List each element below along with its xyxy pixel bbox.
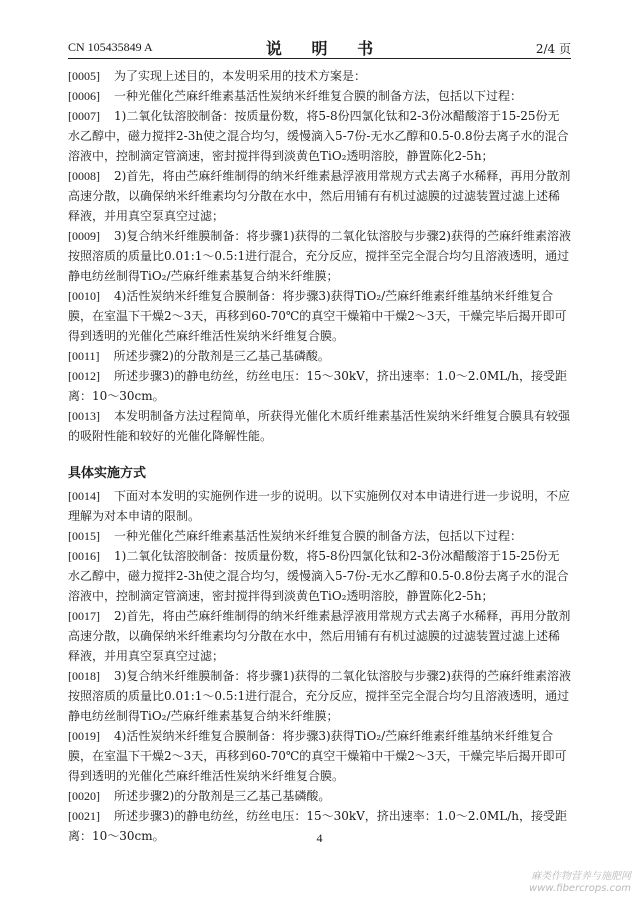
paragraph-number: [0015] (68, 529, 100, 543)
paragraph-text: 所述步骤2)的分散剂是三乙基己基磷酸。 (114, 789, 331, 803)
paragraph-text: 1)二氧化钛溶胶制备：按质量份数，将5-8份四氯化钛和2-3份冰醋酸溶于15-25份无水乙醇中，磁力搅拌2-3h使之混合均匀，缓慢滴入5-7份-无水乙醇和0.5-0.8份去离子水的混合溶液中，控制滴定管滴速，密封搅拌得到淡黄色TiO₂透明溶胶，静置陈化2-5h； (68, 549, 569, 603)
paragraph-text: 所述步骤2)的分散剂是三乙基己基磷酸。 (113, 349, 330, 363)
paragraph-text: 3)复合纳米纤维膜制备：将步骤1)获得的二氧化钛溶胶与步骤2)获得的苎麻纤维素溶液按照溶质的质量比0.01:1～0.5:1进行混合，充分反应，搅拌至完全混合均匀且溶液透明，通过静电纺丝制得TiO₂/苎麻纤维素基复合纳米纤维膜； (68, 669, 571, 723)
paragraph-text: 1)二氧化钛溶胶制备：按质量份数，将5-8份四氯化钛和2-3份冰醋酸溶于15-25份无水乙醇中，磁力搅拌2-3h使之混合均匀，缓慢滴入5-7份-无水乙醇和0.5-0.8份去离子水的混合溶液中，控制滴定管滴速，密封搅拌得到淡黄色TiO₂透明溶胶，静置陈化2-5h； (68, 109, 569, 163)
paragraph (68, 226, 571, 286)
watermark-line-1: 麻类作物营养与施肥网 (531, 871, 631, 882)
paragraph-number: [0018] (68, 669, 100, 683)
paragraph-number: [0017] (68, 609, 100, 623)
paragraph-number: [0009] (68, 229, 100, 243)
paragraph-text: 所述步骤3)的静电纺丝，纺丝电压：15～30kV，挤出速率：1.0～2.0ML/h，接受距离：10～30cm。 (68, 809, 567, 843)
paragraph-text: 2)首先，将由苎麻纤维制得的纳米纤维素悬浮液用常规方式去离子水稀释，再用分散剂高速分散，以确保纳米纤维素均匀分散在水中，然后用铺有有机过滤膜的过滤装置过滤上述稀释液，并用真空泵真空过滤； (68, 169, 571, 223)
paragraph (68, 406, 571, 446)
paragraph-number: [0010] (68, 289, 100, 303)
paragraph-text: 本发明制备方法过程简单，所获得光催化木质纤维素基活性炭纳米纤维复合膜具有较强的吸附性能和较好的光催化降解性能。 (68, 409, 571, 443)
paragraph (68, 486, 571, 526)
section-heading: 具体实施方式 (68, 466, 147, 481)
paragraph-number: [0016] (68, 549, 100, 563)
paragraph-text: 下面对本发明的实施例作进一步的说明。以下实施例仅对本申请进行进一步说明，不应理解为对本申请的限制。 (68, 489, 571, 523)
paragraph-text: 3)复合纳米纤维膜制备：将步骤1)获得的二氧化钛溶胶与步骤2)获得的苎麻纤维素溶液按照溶质的质量比0.01:1～0.5:1进行混合，充分反应，搅拌至完全混合均匀且溶液透明，通过静电纺丝制得TiO₂/苎麻纤维素基复合纳米纤维膜； (68, 229, 571, 283)
paragraph-text: 所述步骤3)的静电纺丝，纺丝电压：15～30kV，挤出速率：1.0～2.0ML/h，接受距离：10～30cm。 (68, 369, 567, 403)
paragraph-text: 一种光催化苎麻纤维素基活性炭纳米纤维复合膜的制备方法，包括以下过程： (114, 89, 523, 103)
paragraph (68, 726, 571, 786)
paragraph (68, 286, 571, 346)
paragraph-text: 4)活性炭纳米纤维复合膜制备：将步骤3)获得TiO₂/苎麻纤维素纤维基纳米纤维复合膜，在室温下干燥2～3天，再移到60-70℃的真空干燥箱中干燥2～3天，干燥完毕后揭开即可得到透明的光催化苎麻纤维活性炭纳米纤维复合膜。 (68, 289, 567, 343)
document-title: 说 明 书 (265, 39, 386, 58)
paragraph-number: [0012] (68, 369, 100, 383)
paragraph (68, 666, 571, 726)
paragraph (68, 786, 571, 806)
paragraph-text: 一种光催化苎麻纤维素基活性炭纳米纤维复合膜的制备方法，包括以下过程： (114, 529, 523, 543)
paragraph-text: 为了实现上述目的，本发明采用的技术方案是： (114, 69, 367, 83)
paragraph-number: [0019] (68, 729, 100, 743)
paragraph-text: 4)活性炭纳米纤维复合膜制备：将步骤3)获得TiO₂/苎麻纤维素纤维基纳米纤维复合膜，在室温下干燥2～3天，再移到60-70℃的真空干燥箱中干燥2～3天，干燥完毕后揭开即可得到透明的光催化苎麻纤维活性炭纳米纤维复合膜。 (68, 729, 567, 783)
paragraph (68, 166, 571, 226)
paragraph (68, 346, 571, 366)
paragraph (68, 366, 571, 406)
paragraph-number: [0020] (68, 789, 100, 803)
page-indicator: 2/4 页 (535, 42, 571, 56)
watermark (529, 871, 631, 895)
paragraph (68, 86, 571, 106)
paragraph-list-bottom (68, 486, 571, 846)
paragraph-number: [0013] (68, 409, 100, 423)
paragraph-number: [0008] (68, 169, 100, 183)
page-header (68, 36, 571, 59)
publication-number: CN 105435849 A (68, 40, 153, 54)
paragraph (68, 606, 571, 666)
document-body (68, 66, 571, 846)
paragraph (68, 106, 571, 166)
paragraph (68, 546, 571, 606)
paragraph-list-top (68, 66, 571, 446)
paragraph-number: [0021] (68, 809, 100, 823)
paragraph-number: [0011] (68, 349, 100, 363)
paragraph-number: [0014] (68, 489, 100, 503)
watermark-line-2: www.fibercrops.com (529, 883, 631, 894)
paragraph-text: 2)首先，将由苎麻纤维制得的纳米纤维素悬浮液用常规方式去离子水稀释，再用分散剂高速分散，以确保纳米纤维素均匀分散在水中，然后用铺有有机过滤膜的过滤装置过滤上述稀释液，并用真空泵真空过滤； (68, 609, 571, 663)
paragraph (68, 526, 571, 546)
paragraph-number: [0006] (68, 89, 100, 103)
page-number: 4 (316, 831, 323, 845)
paragraph (68, 66, 571, 86)
paragraph-number: [0007] (68, 109, 100, 123)
paragraph-number: [0005] (68, 69, 100, 83)
